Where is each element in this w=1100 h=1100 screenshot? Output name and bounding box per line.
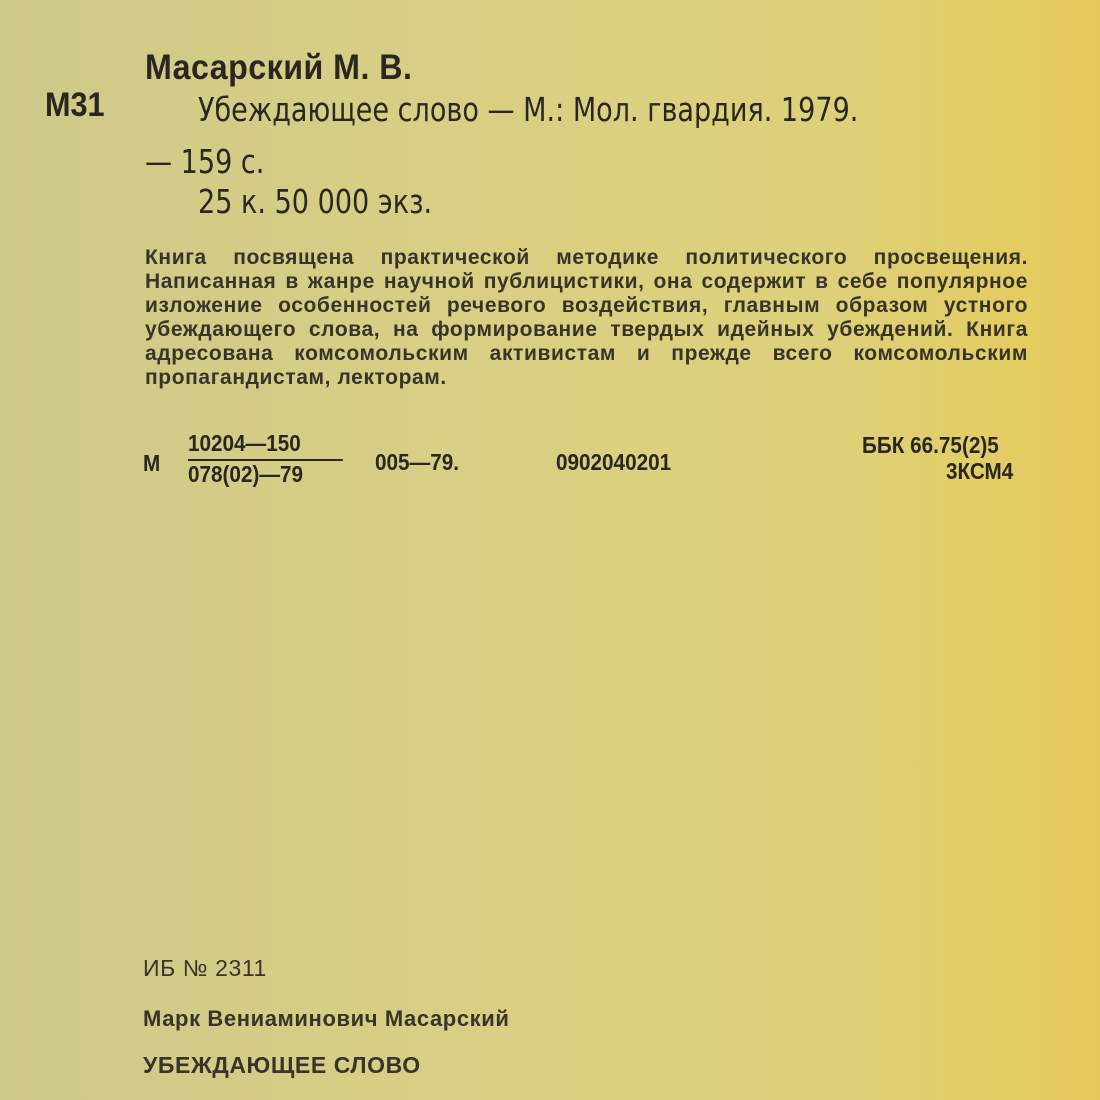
fraction-numerator: 10204—150 — [188, 430, 343, 461]
abstract-text: Книга посвящена практической методике политического просвещения. Написанная в жанре научной публицистики, она содержит в себе популярное изложение особенностей речевого воздействия, главным образом устного убеждающего слова, на формирование твердых идейных убеждений. Книга адресована комсомольским активистам и прежде всего комсомольским пропагандистам, лекторам. — [145, 246, 1028, 389]
page-count: — 159 с. — [145, 142, 265, 181]
catalog-suffix: 005—79. — [375, 449, 460, 475]
catalog-code: М31 — [45, 86, 105, 124]
catalog-letter: М — [143, 450, 161, 476]
catalog-fraction — [188, 430, 343, 488]
catalog-number: 0902040201 — [556, 449, 672, 475]
bbk-code: ББК 66.75(2)5 — [862, 432, 999, 458]
author-heading: Масарский М. В. — [145, 48, 413, 87]
ib-number: ИБ № 2311 — [143, 955, 267, 981]
price-copies: 25 к. 50 000 экз. — [198, 182, 433, 221]
title-line: Убеждающее слово — М.: Мол. гвардия. 1979. — [198, 90, 859, 129]
fraction-denominator: 078(02)—79 — [188, 461, 304, 487]
bbk-code-2: 3КСМ4 — [946, 458, 1014, 484]
full-author-name: Марк Вениаминович Масарский — [143, 1006, 510, 1031]
book-title: УБЕЖДАЮЩЕЕ СЛОВО — [143, 1052, 421, 1078]
